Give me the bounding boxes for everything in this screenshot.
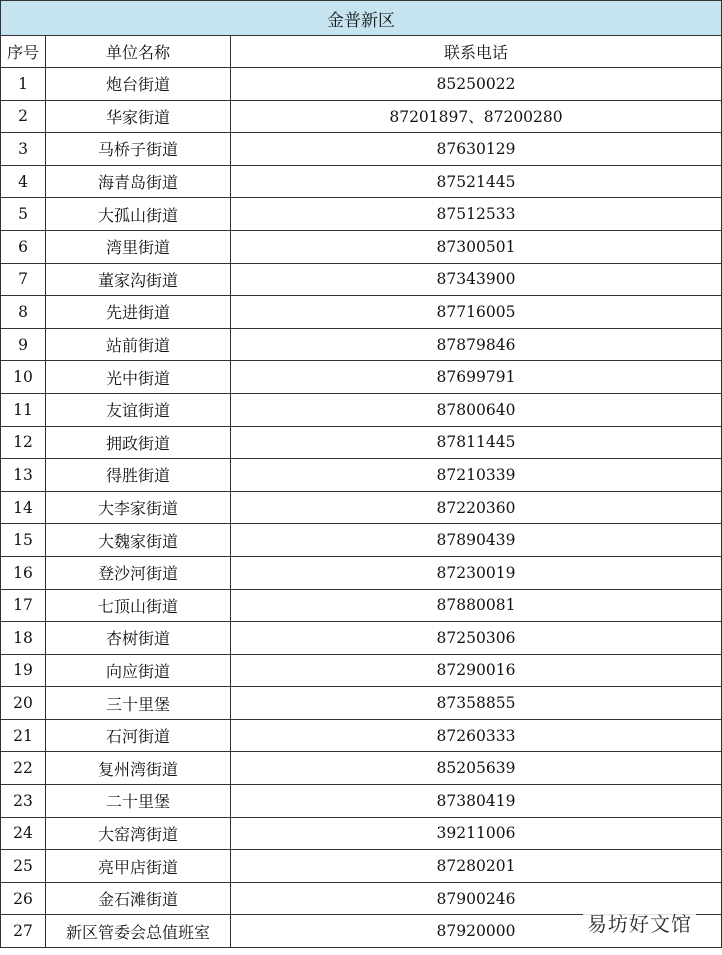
unit-name-cell: 新区管委会总值班室	[46, 915, 231, 948]
table-row	[1, 426, 722, 459]
table-row	[1, 361, 722, 394]
phone-cell: 87879846	[231, 328, 722, 361]
row-number: 17	[1, 589, 46, 622]
phone-cell: 85250022	[231, 68, 722, 101]
table-row	[1, 263, 722, 296]
table-body	[1, 68, 722, 948]
watermark-logo: 易坊好文馆	[583, 908, 696, 937]
row-number: 14	[1, 491, 46, 524]
row-number: 16	[1, 556, 46, 589]
table-row	[1, 165, 722, 198]
unit-name-cell: 先进街道	[46, 296, 231, 329]
phone-cell: 87716005	[231, 296, 722, 329]
unit-name-cell: 大窑湾街道	[46, 817, 231, 850]
row-number: 10	[1, 361, 46, 394]
table-row	[1, 230, 722, 263]
unit-name-cell: 董家沟街道	[46, 263, 231, 296]
table-row	[1, 328, 722, 361]
unit-name-cell: 登沙河街道	[46, 556, 231, 589]
phone-cell: 87811445	[231, 426, 722, 459]
row-number: 26	[1, 882, 46, 915]
table-row	[1, 850, 722, 883]
phone-cell: 87210339	[231, 459, 722, 492]
table-row	[1, 719, 722, 752]
table-row	[1, 68, 722, 101]
column-header-number: 序号	[1, 36, 46, 68]
row-number: 20	[1, 687, 46, 720]
row-number: 8	[1, 296, 46, 329]
unit-name-cell: 拥政街道	[46, 426, 231, 459]
table-title-row	[1, 1, 722, 36]
phone-cell: 39211006	[231, 817, 722, 850]
unit-name-cell: 亮甲店街道	[46, 850, 231, 883]
phone-cell: 87521445	[231, 165, 722, 198]
column-header-row	[1, 36, 722, 68]
unit-name-cell: 大魏家街道	[46, 524, 231, 557]
table-row	[1, 198, 722, 231]
unit-name-cell: 七顶山街道	[46, 589, 231, 622]
row-number: 21	[1, 719, 46, 752]
row-number: 24	[1, 817, 46, 850]
row-number: 25	[1, 850, 46, 883]
table-row	[1, 296, 722, 329]
phone-cell: 87890439	[231, 524, 722, 557]
phone-cell: 87880081	[231, 589, 722, 622]
unit-name-cell: 三十里堡	[46, 687, 231, 720]
table-row	[1, 133, 722, 166]
column-header-phone: 联系电话	[231, 36, 722, 68]
row-number: 5	[1, 198, 46, 231]
table-title: 金普新区	[1, 1, 722, 36]
column-header-unit-name: 单位名称	[46, 36, 231, 68]
row-number: 27	[1, 915, 46, 948]
row-number: 15	[1, 524, 46, 557]
row-number: 7	[1, 263, 46, 296]
row-number: 11	[1, 393, 46, 426]
row-number: 6	[1, 230, 46, 263]
phone-cell: 87699791	[231, 361, 722, 394]
table-row	[1, 817, 722, 850]
phone-cell: 87380419	[231, 785, 722, 818]
unit-name-cell: 大孤山街道	[46, 198, 231, 231]
row-number: 9	[1, 328, 46, 361]
table-row	[1, 459, 722, 492]
unit-name-cell: 友谊街道	[46, 393, 231, 426]
table-row	[1, 589, 722, 622]
table-row	[1, 687, 722, 720]
unit-name-cell: 复州湾街道	[46, 752, 231, 785]
unit-name-cell: 石河街道	[46, 719, 231, 752]
row-number: 2	[1, 100, 46, 133]
phone-cell: 87512533	[231, 198, 722, 231]
row-number: 18	[1, 622, 46, 655]
row-number: 19	[1, 654, 46, 687]
row-number: 3	[1, 133, 46, 166]
row-number: 23	[1, 785, 46, 818]
table-row	[1, 556, 722, 589]
table-row	[1, 393, 722, 426]
phone-cell: 85205639	[231, 752, 722, 785]
unit-name-cell: 光中街道	[46, 361, 231, 394]
unit-name-cell: 炮台街道	[46, 68, 231, 101]
table-row	[1, 524, 722, 557]
table-row	[1, 491, 722, 524]
phone-cell: 87230019	[231, 556, 722, 589]
phone-cell: 87630129	[231, 133, 722, 166]
phone-cell: 87300501	[231, 230, 722, 263]
table-row	[1, 622, 722, 655]
row-number: 4	[1, 165, 46, 198]
row-number: 12	[1, 426, 46, 459]
unit-name-cell: 大李家街道	[46, 491, 231, 524]
table-row	[1, 100, 722, 133]
row-number: 22	[1, 752, 46, 785]
unit-name-cell: 向应街道	[46, 654, 231, 687]
phone-cell: 87280201	[231, 850, 722, 883]
unit-name-cell: 湾里街道	[46, 230, 231, 263]
row-number: 13	[1, 459, 46, 492]
phone-cell: 87800640	[231, 393, 722, 426]
table-row	[1, 752, 722, 785]
phone-cell: 87201897、87200280	[231, 100, 722, 133]
unit-name-cell: 站前街道	[46, 328, 231, 361]
phone-cell: 87920000	[231, 915, 722, 948]
unit-name-cell: 杏树街道	[46, 622, 231, 655]
unit-name-cell: 马桥子街道	[46, 133, 231, 166]
phone-cell: 87343900	[231, 263, 722, 296]
unit-name-cell: 海青岛街道	[46, 165, 231, 198]
phone-cell: 87260333	[231, 719, 722, 752]
unit-name-cell: 金石滩街道	[46, 882, 231, 915]
phone-cell: 87358855	[231, 687, 722, 720]
unit-name-cell: 华家街道	[46, 100, 231, 133]
table-row	[1, 785, 722, 818]
phone-cell: 87250306	[231, 622, 722, 655]
phone-cell: 87220360	[231, 491, 722, 524]
phone-cell: 87900246	[231, 882, 722, 915]
table-row	[1, 654, 722, 687]
phone-cell: 87290016	[231, 654, 722, 687]
unit-name-cell: 二十里堡	[46, 785, 231, 818]
row-number: 1	[1, 68, 46, 101]
unit-name-cell: 得胜街道	[46, 459, 231, 492]
